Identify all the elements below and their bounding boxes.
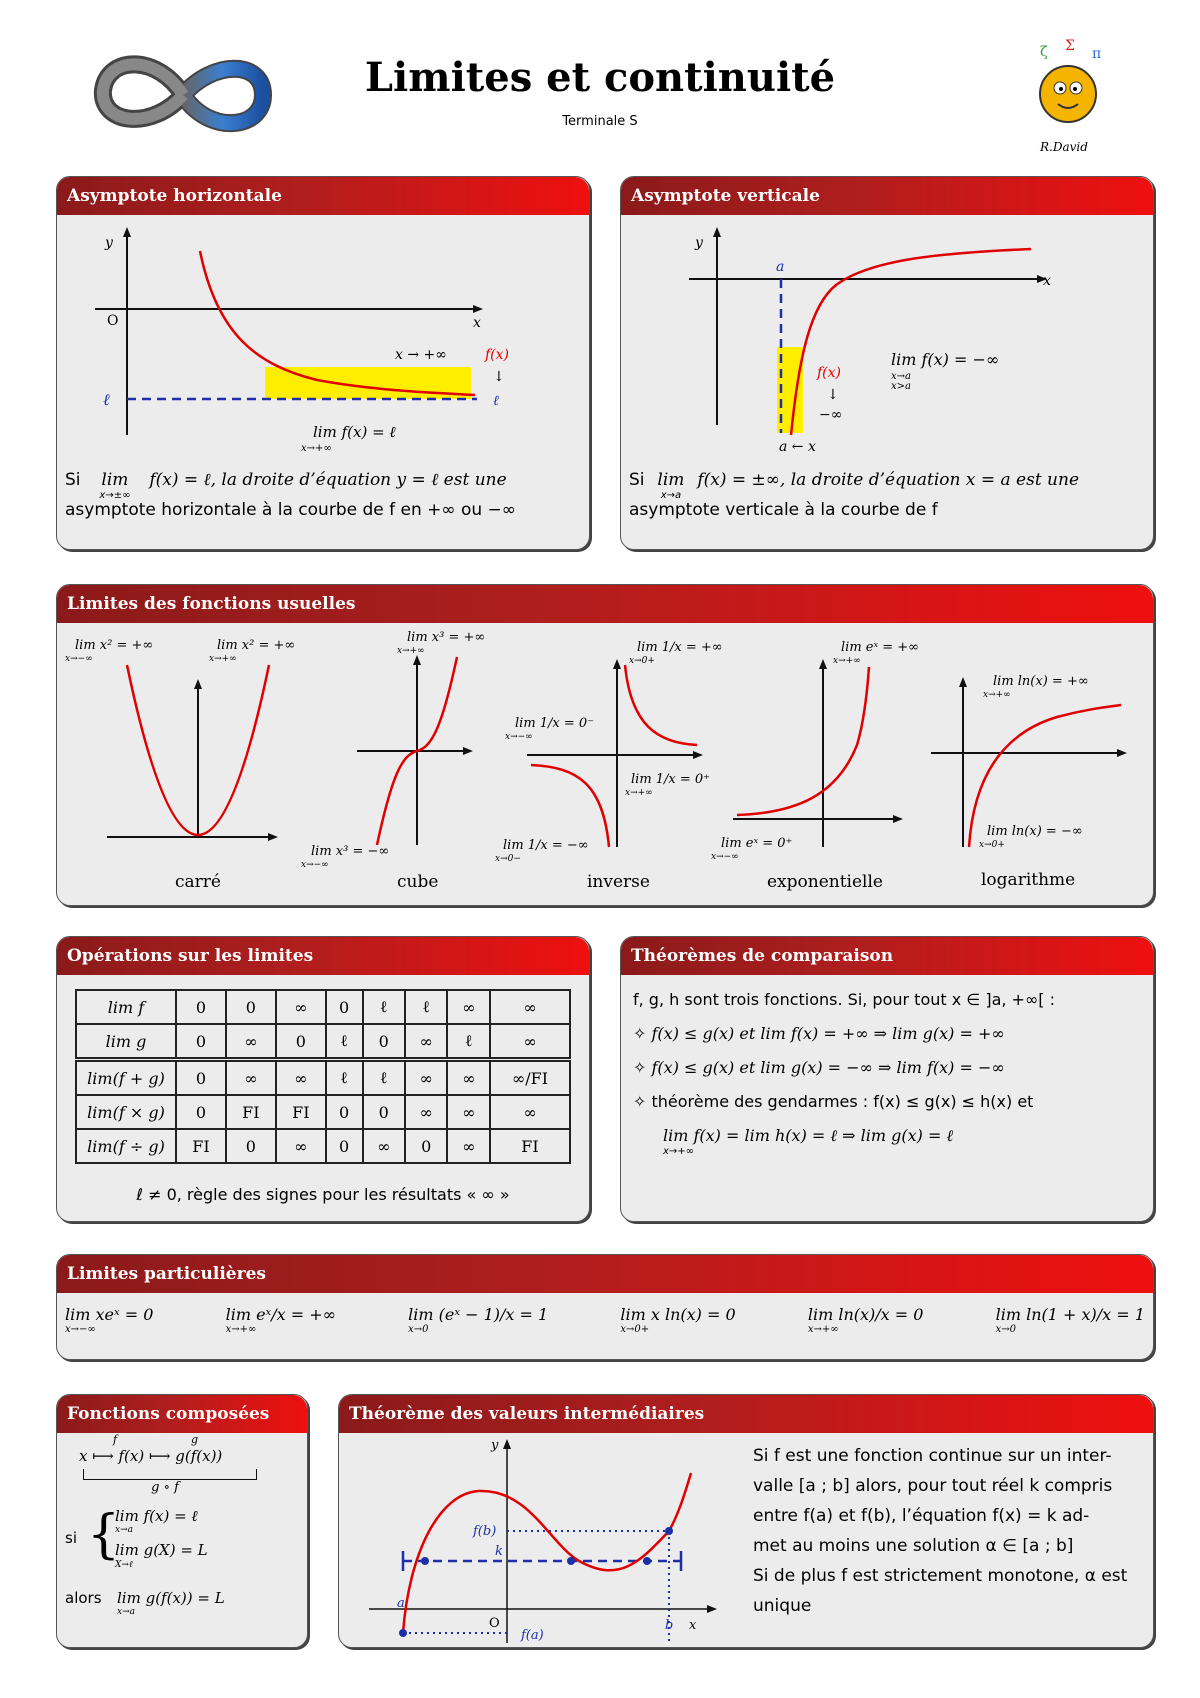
inverse-l4: lim 1/x = −∞: [503, 838, 589, 853]
limite-particuliere: [65, 1305, 153, 1349]
text-line-2: asymptote horizontale à la courbe de f en +∞ ou −∞: [65, 500, 516, 520]
comparaison-content: [633, 983, 1145, 1157]
operations-cell: ∞: [490, 1024, 570, 1060]
lim-main: lim f(x) = ℓ: [313, 423, 396, 441]
operations-cell: ∞: [276, 1129, 326, 1163]
exponentielle-l1-sub: x→+∞: [833, 656, 861, 666]
comparaison-sub: x→+∞: [663, 1146, 695, 1157]
ell-right: ℓ: [493, 393, 499, 409]
alors-word: alors: [65, 1589, 102, 1607]
gof-label: g ∘ f: [151, 1480, 179, 1495]
inverse-graph: [495, 640, 723, 892]
tvi-line: entre f(a) et f(b), l’équation f(x) = k ad-: [753, 1506, 1090, 1526]
inverse-l2: lim 1/x = 0⁻: [515, 716, 595, 731]
inverse-l1-sub: x→0+: [629, 656, 655, 666]
operations-cell: 0: [326, 1095, 363, 1129]
signature: R.David: [1040, 140, 1088, 154]
cube-l2: lim x³ = −∞: [311, 844, 390, 859]
a-label: a: [776, 259, 785, 275]
operations-cell: 0: [226, 990, 276, 1024]
limite-sub: x→+∞: [807, 1324, 839, 1335]
operations-cell: ℓ: [447, 1024, 490, 1060]
particulieres-row: [65, 1305, 1145, 1349]
svg-text:π: π: [1092, 46, 1102, 62]
operations-cell: ∞: [490, 1095, 570, 1129]
down-arrow: ↓: [493, 369, 505, 385]
logarithme-name: logarithme: [981, 870, 1076, 890]
lim-sub-1: x→a: [891, 371, 911, 382]
tvi-box: [338, 1394, 1154, 1648]
bullet-icon: ✧: [633, 1024, 647, 1043]
exponentielle-l2: lim eˣ = 0⁺: [721, 836, 793, 851]
operations-cell: ∞/FI: [490, 1060, 570, 1096]
svg-text:Σ: Σ: [1065, 38, 1075, 54]
operations-cell: FI: [226, 1095, 276, 1129]
comparaison-box: [620, 936, 1154, 1222]
carre-l2-sub: x→+∞: [209, 654, 237, 664]
origin-label: O: [107, 313, 119, 329]
operations-cell: ℓ: [326, 1024, 363, 1060]
logarithme-l2-sub: x→0+: [979, 840, 1005, 850]
math-mascot-icon: [1020, 38, 1120, 138]
operations-row-label: lim(f + g): [76, 1060, 176, 1096]
logarithme-l2: lim ln(x) = −∞: [987, 824, 1083, 839]
operations-cell: ∞: [447, 1095, 490, 1129]
limite-sub: x→0+: [620, 1324, 650, 1335]
limite-expr: lim (eˣ − 1)/x = 1: [408, 1305, 549, 1324]
composees-title: Fonctions composées: [57, 1395, 307, 1433]
operations-row: [76, 1060, 570, 1096]
y-label: y: [695, 235, 703, 251]
lim-sub-2: x>a: [891, 381, 911, 392]
page-title: Limites et continuité: [364, 54, 836, 101]
operations-row: [76, 990, 570, 1024]
f-arrow-label: f: [113, 1433, 118, 1446]
operations-cell: ∞: [405, 1024, 447, 1060]
logarithme-l1: lim ln(x) = +∞: [993, 674, 1089, 689]
result-sub: x→a: [117, 1607, 135, 1617]
operations-cell: ℓ: [405, 990, 447, 1024]
fa-label: f(a): [521, 1628, 544, 1643]
page-subtitle: Terminale S: [562, 114, 638, 129]
lim-sub: x→+∞: [301, 443, 332, 454]
exponentielle-name: exponentielle: [767, 872, 883, 892]
cond-1: lim f(x) = ℓ: [115, 1507, 198, 1525]
limite-expr: lim ln(1 + x)/x = 1: [995, 1305, 1145, 1324]
fx-label: f(x): [485, 347, 510, 363]
limite-expr: lim eˣ/x = +∞: [225, 1305, 336, 1324]
si-word: Si: [65, 470, 81, 490]
inverse-l4-sub: x→0−: [495, 854, 521, 864]
composees-box: [56, 1394, 308, 1648]
fb-label: f(b): [473, 1524, 497, 1539]
exponentielle-l1: lim eˣ = +∞: [841, 640, 919, 655]
x-label: x: [689, 1618, 697, 1633]
cond-2: lim g(X) = L: [115, 1541, 208, 1559]
text-line-1: f(x) = ±∞, la droite d’équation x = a est une: [697, 470, 1080, 490]
y-label: y: [105, 235, 113, 251]
carre-l2: lim x² = +∞: [217, 638, 296, 653]
operations-cell: ∞: [405, 1095, 447, 1129]
lim-sub: x→a: [660, 490, 682, 501]
lim-main: lim f(x) = −∞: [891, 350, 1000, 369]
operations-cell: FI: [276, 1095, 326, 1129]
lim-sub: x→±∞: [99, 490, 131, 501]
particulieres-box: [56, 1254, 1154, 1360]
logarithme-graph: [931, 674, 1127, 890]
down-arrow: ↓: [827, 387, 839, 403]
asymptote-horizontale-text: Si lim x→±∞ f(x) = ℓ, la droite d’équation y = ℓ est une asymptote horizontale à la courbe de f en +∞ ou −∞: [65, 465, 581, 525]
operations-cell: ∞: [363, 1129, 405, 1163]
operations-note: ℓ ≠ 0, règle des signes pour les résultats « ∞ »: [136, 1185, 510, 1204]
operations-cell: ∞: [447, 990, 490, 1024]
operations-cell: 0: [363, 1024, 405, 1060]
limite-particuliere: [408, 1305, 548, 1349]
fx-label: f(x): [817, 365, 842, 381]
tvi-line: Si f est une fonction continue sur un inter-: [753, 1446, 1112, 1466]
asymptote-horizontale-box: [56, 176, 590, 550]
tvi-text: [753, 1441, 1145, 1621]
ell-label: ℓ: [103, 390, 110, 409]
text-line-1: f(x) = ℓ, la droite d’équation y = ℓ est une: [149, 470, 507, 490]
particulieres-title: Limites particulières: [57, 1255, 1153, 1293]
svg-text:ζ: ζ: [1040, 44, 1048, 60]
operations-box: [56, 936, 590, 1222]
g-arrow-label: g: [191, 1433, 199, 1446]
carre-name: carré: [175, 872, 221, 892]
x-label: x: [473, 315, 481, 331]
asymptote-horizontale-graph: [57, 215, 589, 455]
cube-name: cube: [397, 872, 439, 892]
tvi-line: met au moins une solution α ∈ [a ; b]: [753, 1536, 1074, 1556]
composees-content: [65, 1433, 301, 1623]
limite-sub: x→−∞: [65, 1324, 96, 1335]
operations-row: [76, 1024, 570, 1060]
comparaison-item-1: f(x) ≤ g(x) et lim f(x) = +∞ ⇒ lim g(x) = +∞: [651, 1024, 1005, 1043]
tvi-title: Théorème des valeurs intermédiaires: [339, 1395, 1153, 1433]
operations-row: [76, 1095, 570, 1129]
operations-cell: ℓ: [363, 990, 405, 1024]
operations-row: [76, 1129, 570, 1163]
fonctions-usuelles-graphs: [57, 585, 1153, 905]
b-label: b: [665, 1618, 674, 1633]
inverse-l3-sub: x→+∞: [625, 788, 653, 798]
operations-row-label: lim(f ÷ g): [76, 1129, 176, 1163]
operations-cell: ∞: [447, 1129, 490, 1163]
operations-row-label: lim f: [76, 990, 176, 1024]
inverse-l3: lim 1/x = 0⁺: [631, 772, 711, 787]
limit-arrow-top: x → +∞: [395, 347, 447, 363]
bullet-icon: ✧: [633, 1058, 647, 1077]
operations-cell: 0: [276, 1024, 326, 1060]
result: lim g(f(x)) = L: [117, 1589, 225, 1607]
operations-cell: 0: [326, 990, 363, 1024]
exponentielle-graph: [711, 640, 919, 892]
operations-cell: ℓ: [363, 1060, 405, 1096]
comparaison-intro: f, g, h sont trois fonctions. Si, pour tout x ∈ ]a, +∞[ :: [633, 990, 1055, 1009]
limite-particuliere: [808, 1305, 924, 1349]
si-word: Si: [629, 470, 645, 490]
limite-expr: lim x ln(x) = 0: [620, 1305, 736, 1324]
composition-bracket: [83, 1469, 257, 1480]
origin-label: O: [489, 1616, 500, 1631]
cube-l1: lim x³ = +∞: [407, 630, 486, 645]
operations-cell: 0: [176, 1060, 226, 1096]
tvi-line: valle [a ; b] alors, pour tout réel k compris: [753, 1476, 1113, 1496]
operations-cell: ∞: [226, 1024, 276, 1060]
minus-inf: −∞: [819, 407, 843, 423]
brace: {: [87, 1505, 121, 1565]
cube-graph: [301, 630, 485, 892]
comparaison-item-3b: lim f(x) = lim h(x) = ℓ ⇒ lim g(x) = ℓ: [663, 1126, 954, 1145]
operations-cell: ∞: [276, 1060, 326, 1096]
cube-l2-sub: x→−∞: [301, 860, 329, 870]
operations-cell: FI: [490, 1129, 570, 1163]
cond-2-sub: X→ℓ: [115, 1560, 133, 1570]
a-label: a: [397, 1596, 405, 1611]
y-label: y: [491, 1438, 499, 1453]
operations-cell: ℓ: [326, 1060, 363, 1096]
operations-cell: 0: [363, 1095, 405, 1129]
carre-graph: [65, 638, 295, 892]
operations-cell: ∞: [447, 1060, 490, 1096]
limite-expr: lim ln(x)/x = 0: [807, 1305, 924, 1324]
k-label: k: [495, 1544, 503, 1559]
asymptote-horizontale-title: Asymptote horizontale: [57, 177, 589, 215]
comparaison-title: Théorèmes de comparaison: [621, 937, 1153, 975]
operations-cell: 0: [176, 1024, 226, 1060]
carre-l1: lim x² = +∞: [75, 638, 154, 653]
asymptote-verticale-title: Asymptote verticale: [621, 177, 1153, 215]
fonctions-usuelles-title: Limites des fonctions usuelles: [57, 585, 1153, 623]
operations-cell: ∞: [276, 990, 326, 1024]
operations-row-label: lim(f × g): [76, 1095, 176, 1129]
limite-sub: x→0: [408, 1324, 429, 1335]
limite-sub: x→0: [995, 1324, 1016, 1335]
operations-cell: ∞: [226, 1060, 276, 1096]
cube-l1-sub: x→+∞: [397, 646, 425, 656]
operations-title: Opérations sur les limites: [57, 937, 589, 975]
tvi-line: Si de plus f est strictement monotone, α est: [753, 1566, 1128, 1586]
a-arrow: a ← x: [779, 439, 816, 455]
text-line-2: asymptote verticale à la courbe de f: [629, 500, 938, 520]
exponentielle-l2-sub: x→−∞: [711, 852, 739, 862]
inverse-l1: lim 1/x = +∞: [637, 640, 723, 655]
limite-sub: x→+∞: [225, 1324, 257, 1335]
limite-particuliere: [996, 1305, 1145, 1349]
operations-table: [75, 989, 571, 1164]
operations-cell: 0: [176, 990, 226, 1024]
inverse-name: inverse: [587, 872, 650, 892]
x-label: x: [1043, 273, 1051, 289]
asymptote-verticale-box: [620, 176, 1154, 550]
operations-cell: ∞: [490, 990, 570, 1024]
asymptote-verticale-text: Si lim x→a f(x) = ±∞, la droite d’équation x = a est une asymptote verticale à la courbe de f: [629, 465, 1145, 525]
limite-expr: lim xeˣ = 0: [65, 1305, 154, 1324]
logarithme-l1-sub: x→+∞: [983, 690, 1011, 700]
carre-l1-sub: x→−∞: [65, 654, 93, 664]
comparaison-item-2: f(x) ≤ g(x) et lim g(x) = −∞ ⇒ lim f(x) = −∞: [651, 1058, 1005, 1077]
tvi-graph: [339, 1433, 719, 1647]
operations-cell: 0: [326, 1129, 363, 1163]
si-word: si: [65, 1529, 77, 1547]
operations-cell: 0: [226, 1129, 276, 1163]
inverse-l2-sub: x→−∞: [505, 732, 533, 742]
composition-chain: x ⟼ f(x) ⟼ g(f(x)): [79, 1447, 223, 1465]
fonctions-usuelles-box: [56, 584, 1154, 906]
operations-cell: 0: [405, 1129, 447, 1163]
asymptote-verticale-graph: [621, 215, 1153, 455]
limite-particuliere: [620, 1305, 735, 1349]
operations-cell: 0: [176, 1095, 226, 1129]
bullet-icon: ✧: [633, 1092, 647, 1111]
limite-particuliere: [226, 1305, 336, 1349]
comparaison-item-3a: théorème des gendarmes : f(x) ≤ g(x) ≤ h(x) et: [651, 1092, 1034, 1111]
tvi-line: unique: [753, 1596, 812, 1616]
operations-row-label: lim g: [76, 1024, 176, 1060]
operations-cell: ∞: [405, 1060, 447, 1096]
operations-cell: FI: [176, 1129, 226, 1163]
cond-1-sub: x→a: [115, 1525, 133, 1535]
